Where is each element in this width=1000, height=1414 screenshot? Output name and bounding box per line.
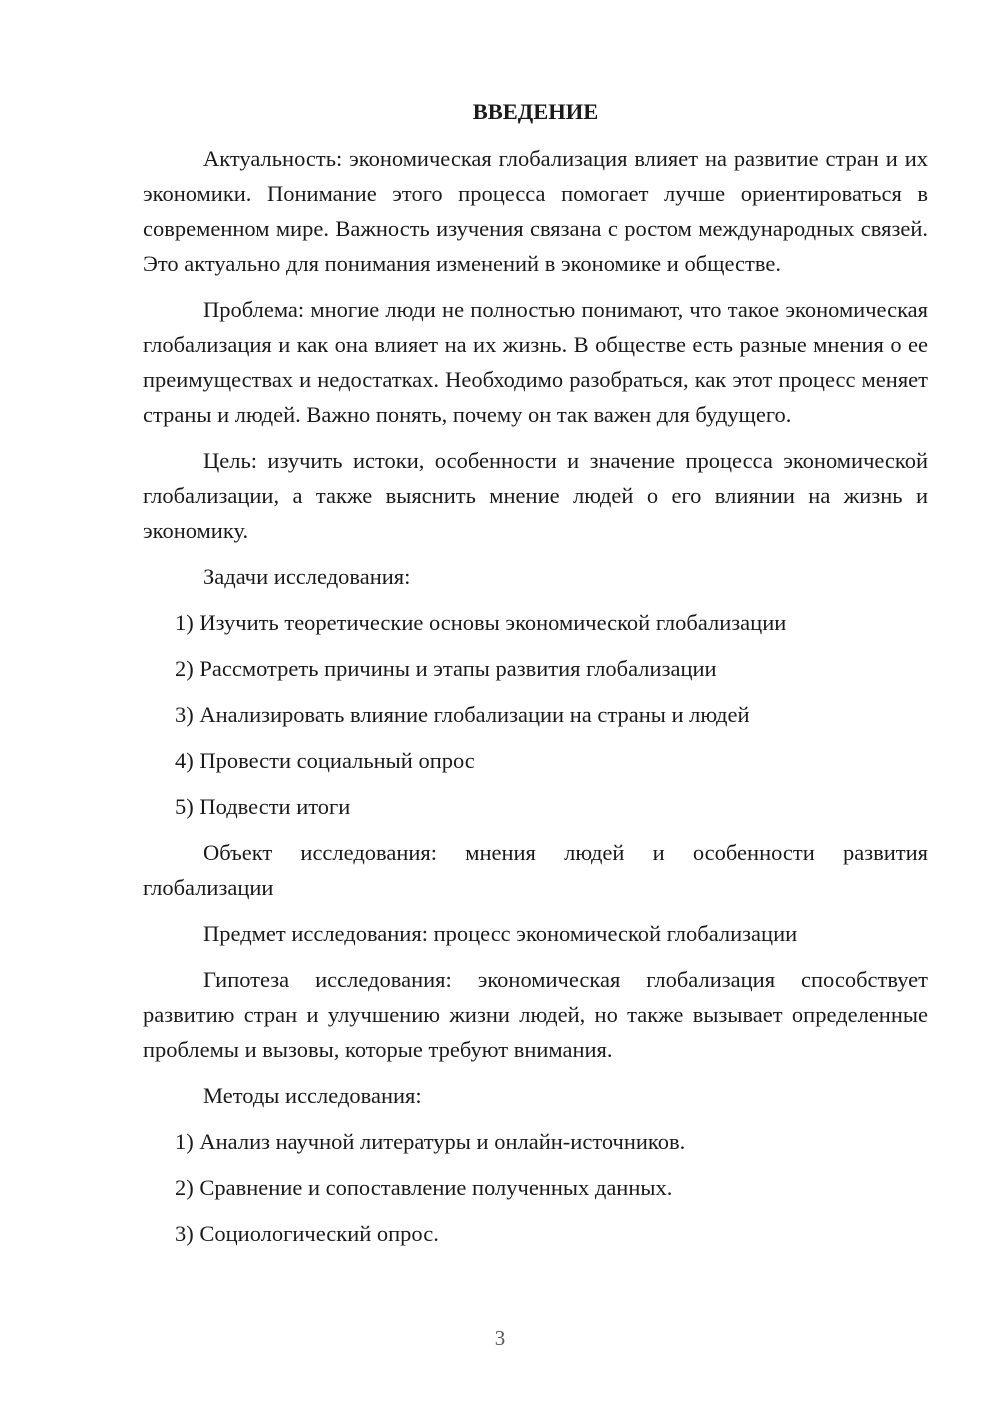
tasks-heading: Задачи исследования:	[203, 564, 411, 589]
methods-heading: Методы исследования:	[203, 1083, 422, 1108]
object-paragraph: Объект исследования: мнения людей и особенности развития глобализации	[143, 840, 928, 900]
goal-paragraph: Цель: изучить истоки, особенности и значение процесса экономической глобализации, а также выяснить мнение людей о его влиянии на жизнь и экономику.	[143, 448, 928, 543]
task-item: 3) Анализировать влияние глобализации на страны и людей	[175, 702, 750, 727]
page-title: ВВЕДЕНИЕ	[472, 99, 599, 124]
document-page	[143, 94, 928, 1262]
subject-paragraph: Предмет исследования: процесс экономической глобализации	[203, 921, 798, 946]
page-number: 3	[494, 1326, 506, 1350]
task-item: 2) Рассмотреть причины и этапы развития глобализации	[175, 656, 717, 681]
hypothesis-paragraph: Гипотеза исследования: экономическая глобализация способствует развитию стран и улучшению жизни людей, но также вызывает определенные проблемы и вызовы, которые требуют внимания.	[143, 967, 928, 1062]
method-item: 2) Сравнение и сопоставление полученных данных.	[175, 1175, 673, 1200]
task-item: 4) Провести социальный опрос	[175, 748, 475, 773]
task-item: 1) Изучить теоретические основы экономической глобализации	[175, 610, 787, 635]
method-item: 1) Анализ научной литературы и онлайн-источников.	[175, 1129, 686, 1154]
relevance-paragraph: Актуальность: экономическая глобализация влияет на развитие стран и их экономики. Понимание этого процесса помогает лучше ориентироваться в современном мире. Важность изучения связана с ростом международных связей. Это актуально для понимания изменений в экономике и обществе.	[143, 146, 928, 276]
problem-paragraph: Проблема: многие люди не полностью понимают, что такое экономическая глобализация и как она влияет на их жизнь. В обществе есть разные мнения о ее преимуществах и недостатках. Необходимо разобраться, как этот процесс меняет страны и людей. Важно понять, почему он так важен для будущего.	[143, 297, 928, 427]
task-item: 5) Подвести итоги	[175, 794, 351, 819]
method-item: 3) Социологический опрос.	[175, 1221, 439, 1246]
